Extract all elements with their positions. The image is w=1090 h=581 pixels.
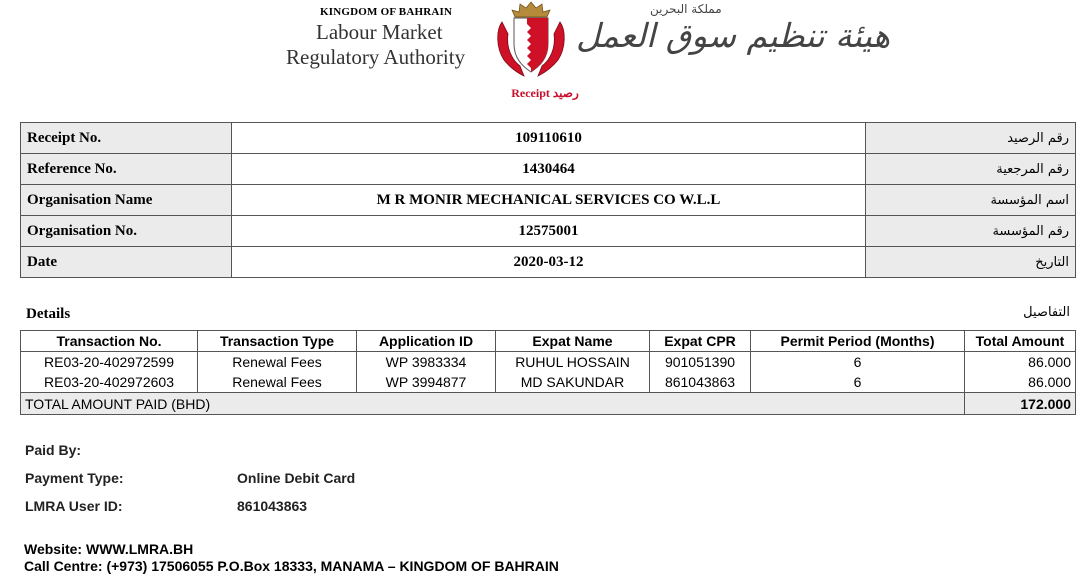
table-header-row [21, 331, 1076, 352]
column-header: Total Amount [965, 331, 1076, 352]
lmra-user-id-value: 861043863 [237, 498, 308, 514]
payment-type-value: Online Debit Card [237, 470, 356, 486]
website-line: Website: WWW.LMRA.BH [24, 541, 194, 557]
info-row-receipt-no [21, 123, 1076, 154]
table-row [21, 372, 1076, 393]
info-label-arabic: رقم الرصيد [866, 123, 1076, 154]
expat-cpr: 901051390 [650, 352, 751, 373]
arabic-authority-name: هيئة تنظيم سوق العمل [576, 16, 891, 55]
column-header: Transaction No. [21, 331, 198, 352]
info-label: Organisation No. [21, 216, 232, 247]
column-header: Permit Period (Months) [751, 331, 965, 352]
info-row-date [21, 247, 1076, 278]
arabic-kingdom-label: مملكة البحرين [650, 2, 722, 16]
expat-cpr: 861043863 [650, 372, 751, 393]
expat-name: MD SAKUNDAR [496, 372, 650, 393]
transactions-table [20, 330, 1076, 415]
total-amount: 86.000 [965, 352, 1076, 373]
total-amount: 86.000 [965, 372, 1076, 393]
transaction-number: RE03-20-402972603 [21, 372, 198, 393]
application-id: WP 3983334 [357, 352, 496, 373]
paid-by-label: Paid By: [25, 442, 82, 458]
info-label: Receipt No. [21, 123, 232, 154]
table-row [21, 352, 1076, 373]
transaction-type: Renewal Fees [198, 372, 357, 393]
authority-name-line1: Labour Market [316, 20, 443, 44]
info-label-arabic: رقم المرجعية [866, 154, 1076, 185]
permit-period: 6 [751, 372, 965, 393]
info-row-organisation-no [21, 216, 1076, 247]
authority-name-line2: Regulatory Authority [286, 45, 466, 69]
transaction-number: RE03-20-402972599 [21, 352, 198, 373]
info-row-organisation-name [21, 185, 1076, 216]
total-amount-label: TOTAL AMOUNT PAID (BHD) [21, 393, 965, 415]
lmra-user-id-label: LMRA User ID: [25, 498, 123, 514]
receipt-info-table [20, 122, 1076, 278]
organisation-number-value: 12575001 [232, 216, 866, 247]
expat-name: RUHUL HOSSAIN [496, 352, 650, 373]
receipt-number-value: 109110610 [232, 123, 866, 154]
column-header: Expat CPR [650, 331, 751, 352]
info-label: Organisation Name [21, 185, 232, 216]
details-heading: Details [26, 306, 71, 322]
reference-number-value: 1430464 [232, 154, 866, 185]
application-id: WP 3994877 [357, 372, 496, 393]
date-value: 2020-03-12 [232, 247, 866, 278]
column-header: Transaction Type [198, 331, 357, 352]
info-label: Reference No. [21, 154, 232, 185]
info-label-arabic: التاريخ [866, 247, 1076, 278]
total-amount-value: 172.000 [965, 393, 1076, 415]
info-label-arabic: رقم المؤسسة [866, 216, 1076, 247]
organisation-name-value: M R MONIR MECHANICAL SERVICES CO W.L.L [232, 185, 866, 216]
info-row-reference-no [21, 154, 1076, 185]
info-label: Date [21, 247, 232, 278]
document-header [0, 0, 1090, 105]
receipt-caption: Receipt رصيد [511, 86, 579, 100]
column-header: Application ID [357, 331, 496, 352]
column-header: Expat Name [496, 331, 650, 352]
bahrain-emblem-logo [494, 0, 568, 78]
permit-period: 6 [751, 352, 965, 373]
payment-type-label: Payment Type: [25, 470, 124, 486]
total-row [21, 393, 1076, 415]
kingdom-label: KINGDOM OF BAHRAIN [320, 6, 453, 18]
info-label-arabic: اسم المؤسسة [866, 185, 1076, 216]
call-centre-line: Call Centre: (+973) 17506055 P.O.Box 18333, MANAMA – KINGDOM OF BAHRAIN [24, 558, 559, 574]
transaction-type: Renewal Fees [198, 352, 357, 373]
details-heading-arabic: التفاصيل [1023, 305, 1070, 320]
